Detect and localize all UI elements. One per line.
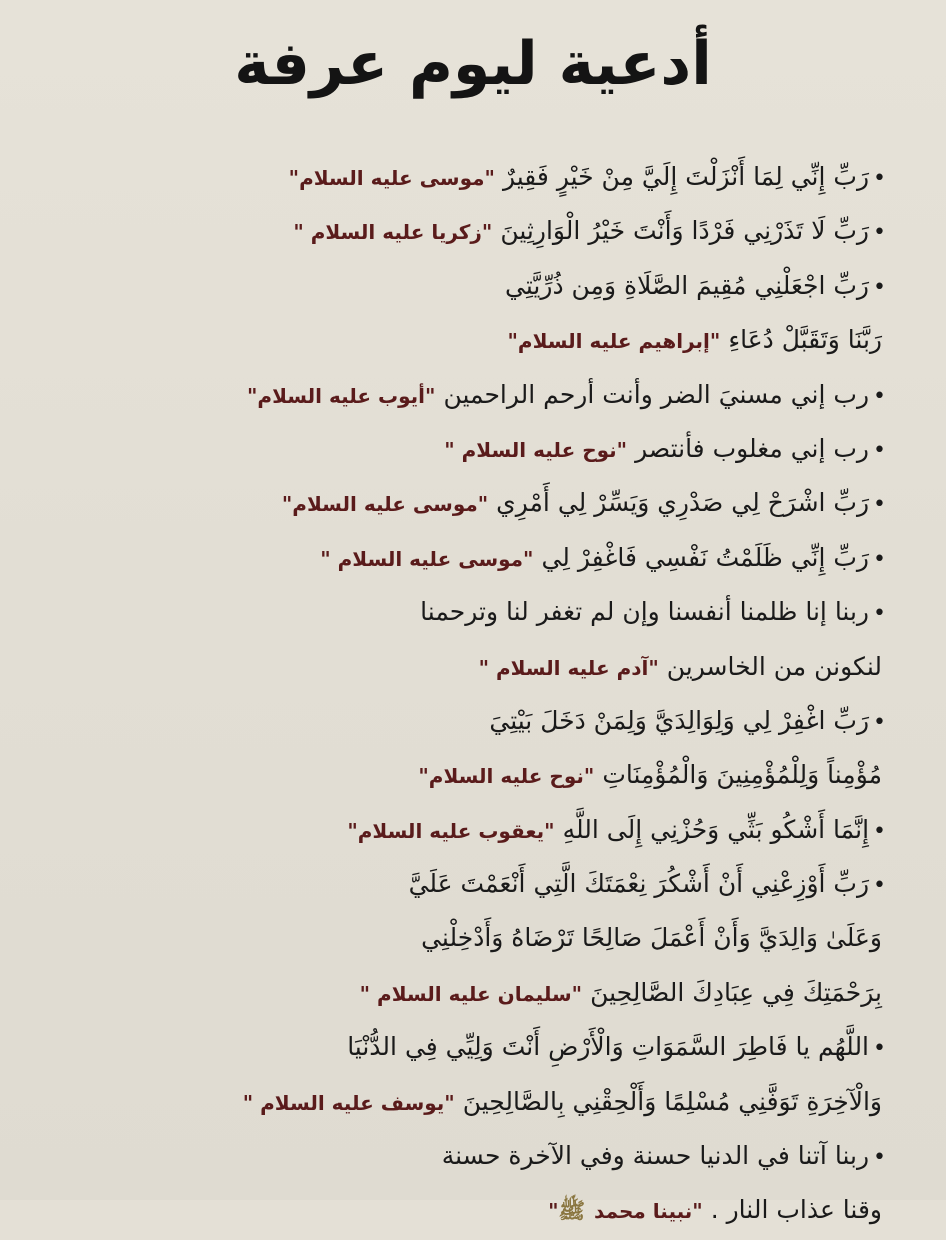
bullet: • <box>873 492 886 518</box>
attribution: "سليمان عليه السلام " <box>359 981 583 1006</box>
attribution: "موسى عليه السلام " <box>320 546 534 571</box>
dua-list <box>40 150 886 1238</box>
page-title: أدعية ليوم عرفة <box>234 29 712 99</box>
dua-text: رَبِّ إِنِّي ظَلَمْتُ نَفْسِي فَاغْفِرْ لِي <box>541 542 870 572</box>
dua-line-18 <box>40 1075 886 1129</box>
prophet-seal-icon: ﷺ <box>558 1199 586 1225</box>
dua-text: اللَّهُم يا فَاطِرَ السَّمَوَاتِ وَالْأَرْضِ أَنْتَ وَلِيِّي فِي الدُّنْيَا <box>347 1032 870 1062</box>
dua-text: ربنا إنا ظلمنا أنفسنا وإن لم تغفر لنا وترحمنا <box>420 597 870 627</box>
bullet: • <box>873 166 886 191</box>
dua-text: مُؤْمِناً وَلِلْمُؤْمِنِينَ وَالْمُؤْمِنَاتِ <box>602 760 882 790</box>
dua-line-20 <box>40 1183 886 1237</box>
dua-text: رَبَّنَا وَتَقَبَّلْ دُعَاءِ <box>728 325 882 355</box>
dua-text: رَبِّ إِنِّي لِمَا أَنْزَلْتَ إِلَيَّ مِنْ خَيْرٍ فَقِيرٌ <box>502 162 870 191</box>
bullet: • <box>873 383 886 409</box>
dua-line-3 <box>40 259 886 313</box>
attribution: "إبراهيم عليه السلام" <box>507 329 721 354</box>
dua-text: رَبِّ لَا تَذَرْنِي فَرْدًا وَأَنْتَ خَيْرُ الْوَارِثِينَ <box>500 216 870 246</box>
attribution: "آدم عليه السلام " <box>478 655 659 680</box>
dua-text: وقنا عذاب النار . <box>710 1195 882 1225</box>
attribution-start: "نبينا محمد <box>594 1199 703 1224</box>
dua-text: إِنَّمَا أَشْكُو بَثِّي وَحُزْنِي إِلَى اللَّهِ <box>562 814 870 844</box>
attribution <box>548 1199 703 1223</box>
dua-text: رَبِّ اشْرَحْ لِي صَدْرِي وَيَسِّرْ لِي أَمْرِي <box>496 488 870 518</box>
attribution: "أيوب عليه السلام" <box>247 383 436 408</box>
attribution: "يوسف عليه السلام " <box>242 1090 455 1115</box>
bullet: • <box>873 873 886 899</box>
attribution: "نوح عليه السلام " <box>444 437 628 462</box>
dua-line-1 <box>40 150 886 204</box>
dua-line-10 <box>40 640 886 694</box>
attribution: "موسى عليه السلام" <box>281 492 489 517</box>
dua-line-17 <box>40 1020 886 1074</box>
dua-line-12 <box>40 748 886 802</box>
bullet: • <box>873 220 886 246</box>
dua-text: وَعَلَىٰ وَالِدَيَّ وَأَنْ أَعْمَلَ صَالِحًا تَرْضَاهُ وَأَدْخِلْنِي <box>421 923 882 953</box>
dua-text: رب إني مسنيَ الضر وأنت أرحم الراحمين <box>443 379 870 409</box>
dua-line-5 <box>40 368 886 422</box>
bullet: • <box>873 437 886 463</box>
attribution-end: " <box>548 1199 559 1224</box>
bullet: • <box>873 274 886 300</box>
dua-text: وَالْآخِرَةِ تَوَفَّنِي مُسْلِمًا وَأَلْحِقْنِي بِالصَّالِحِينَ <box>462 1086 882 1116</box>
dua-text: رَبِّ اغْفِرْ لِي وَلِوَالِدَيَّ وَلِمَنْ دَخَلَ بَيْتِيَ <box>489 705 870 735</box>
bullet: • <box>873 546 886 572</box>
attribution: "يعقوب عليه السلام" <box>347 818 555 843</box>
attribution: "نوح عليه السلام" <box>418 764 595 789</box>
bullet: • <box>873 1145 886 1171</box>
dua-line-7 <box>40 476 886 530</box>
dua-line-14 <box>40 857 886 911</box>
dua-line-15 <box>40 911 886 965</box>
attribution: "زكريا عليه السلام " <box>293 220 493 245</box>
bullet: • <box>873 709 886 735</box>
dua-text: رَبِّ اجْعَلْنِي مُقِيمَ الصَّلَاةِ وَمِن ذُرِّيَّتِي <box>505 270 870 300</box>
attribution: "موسى عليه السلام" <box>288 166 495 190</box>
dua-line-16 <box>40 966 886 1020</box>
dua-line-8 <box>40 531 886 585</box>
dua-line-6 <box>40 422 886 476</box>
dua-text: لنكونن من الخاسرين <box>666 651 882 681</box>
dua-line-11 <box>40 694 886 748</box>
dua-line-19 <box>40 1129 886 1183</box>
dua-line-9 <box>40 585 886 639</box>
bullet: • <box>873 1036 886 1062</box>
dua-text: رب إني مغلوب فأنتصر <box>635 433 870 463</box>
dua-text: ربنا آتنا في الدنيا حسنة وفي الآخرة حسنة <box>441 1141 870 1171</box>
dua-line-13 <box>40 803 886 857</box>
bullet: • <box>873 818 886 844</box>
dua-line-2 <box>40 204 886 258</box>
dua-text: بِرَحْمَتِكَ فِي عِبَادِكَ الصَّالِحِينَ <box>590 977 882 1007</box>
bullet: • <box>873 601 886 627</box>
dua-line-4 <box>40 313 886 367</box>
dua-text: رَبِّ أَوْزِعْنِي أَنْ أَشْكُرَ نِعْمَتَكَ الَّتِي أَنْعَمْتَ عَلَيَّ <box>408 869 870 899</box>
